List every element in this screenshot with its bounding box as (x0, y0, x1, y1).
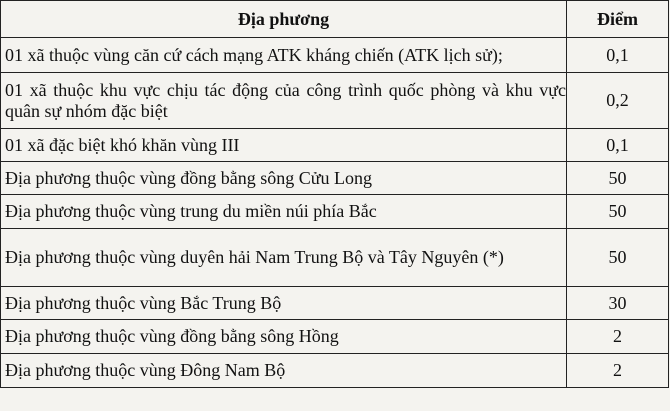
table-row (1, 320, 669, 354)
score-cell: 50 (567, 229, 669, 287)
header-region: Địa phương (1, 1, 567, 38)
region-cell: 01 xã đặc biệt khó khăn vùng III (1, 129, 567, 162)
table-row (1, 73, 669, 129)
score-cell: 0,2 (567, 73, 669, 129)
score-cell: 50 (567, 195, 669, 229)
region-cell: 01 xã thuộc khu vực chịu tác động của công trình quốc phòng và khu vực quân sự nhóm đặc biệt (1, 73, 567, 129)
region-cell: Địa phương thuộc vùng đồng bằng sông Hồng (1, 320, 567, 354)
score-cell: 2 (567, 354, 669, 388)
table-row (1, 38, 669, 73)
region-cell: Địa phương thuộc vùng Bắc Trung Bộ (1, 287, 567, 320)
region-cell: Địa phương thuộc vùng trung du miền núi phía Bắc (1, 195, 567, 229)
table-row (1, 162, 669, 195)
table-row (1, 354, 669, 388)
region-cell: Địa phương thuộc vùng duyên hải Nam Trung Bộ và Tây Nguyên (*) (1, 229, 567, 287)
region-cell: Địa phương thuộc vùng đồng bằng sông Cửu Long (1, 162, 567, 195)
header-score: Điểm (567, 1, 669, 38)
table-header-row (1, 1, 669, 38)
table-row (1, 287, 669, 320)
table-row (1, 129, 669, 162)
score-cell: 0,1 (567, 38, 669, 73)
score-cell: 30 (567, 287, 669, 320)
table-row (1, 229, 669, 287)
region-cell: Địa phương thuộc vùng Đông Nam Bộ (1, 354, 567, 388)
table-row (1, 195, 669, 229)
score-cell: 2 (567, 320, 669, 354)
score-cell: 0,1 (567, 129, 669, 162)
region-cell: 01 xã thuộc vùng căn cứ cách mạng ATK kháng chiến (ATK lịch sử); (1, 38, 567, 73)
score-cell: 50 (567, 162, 669, 195)
